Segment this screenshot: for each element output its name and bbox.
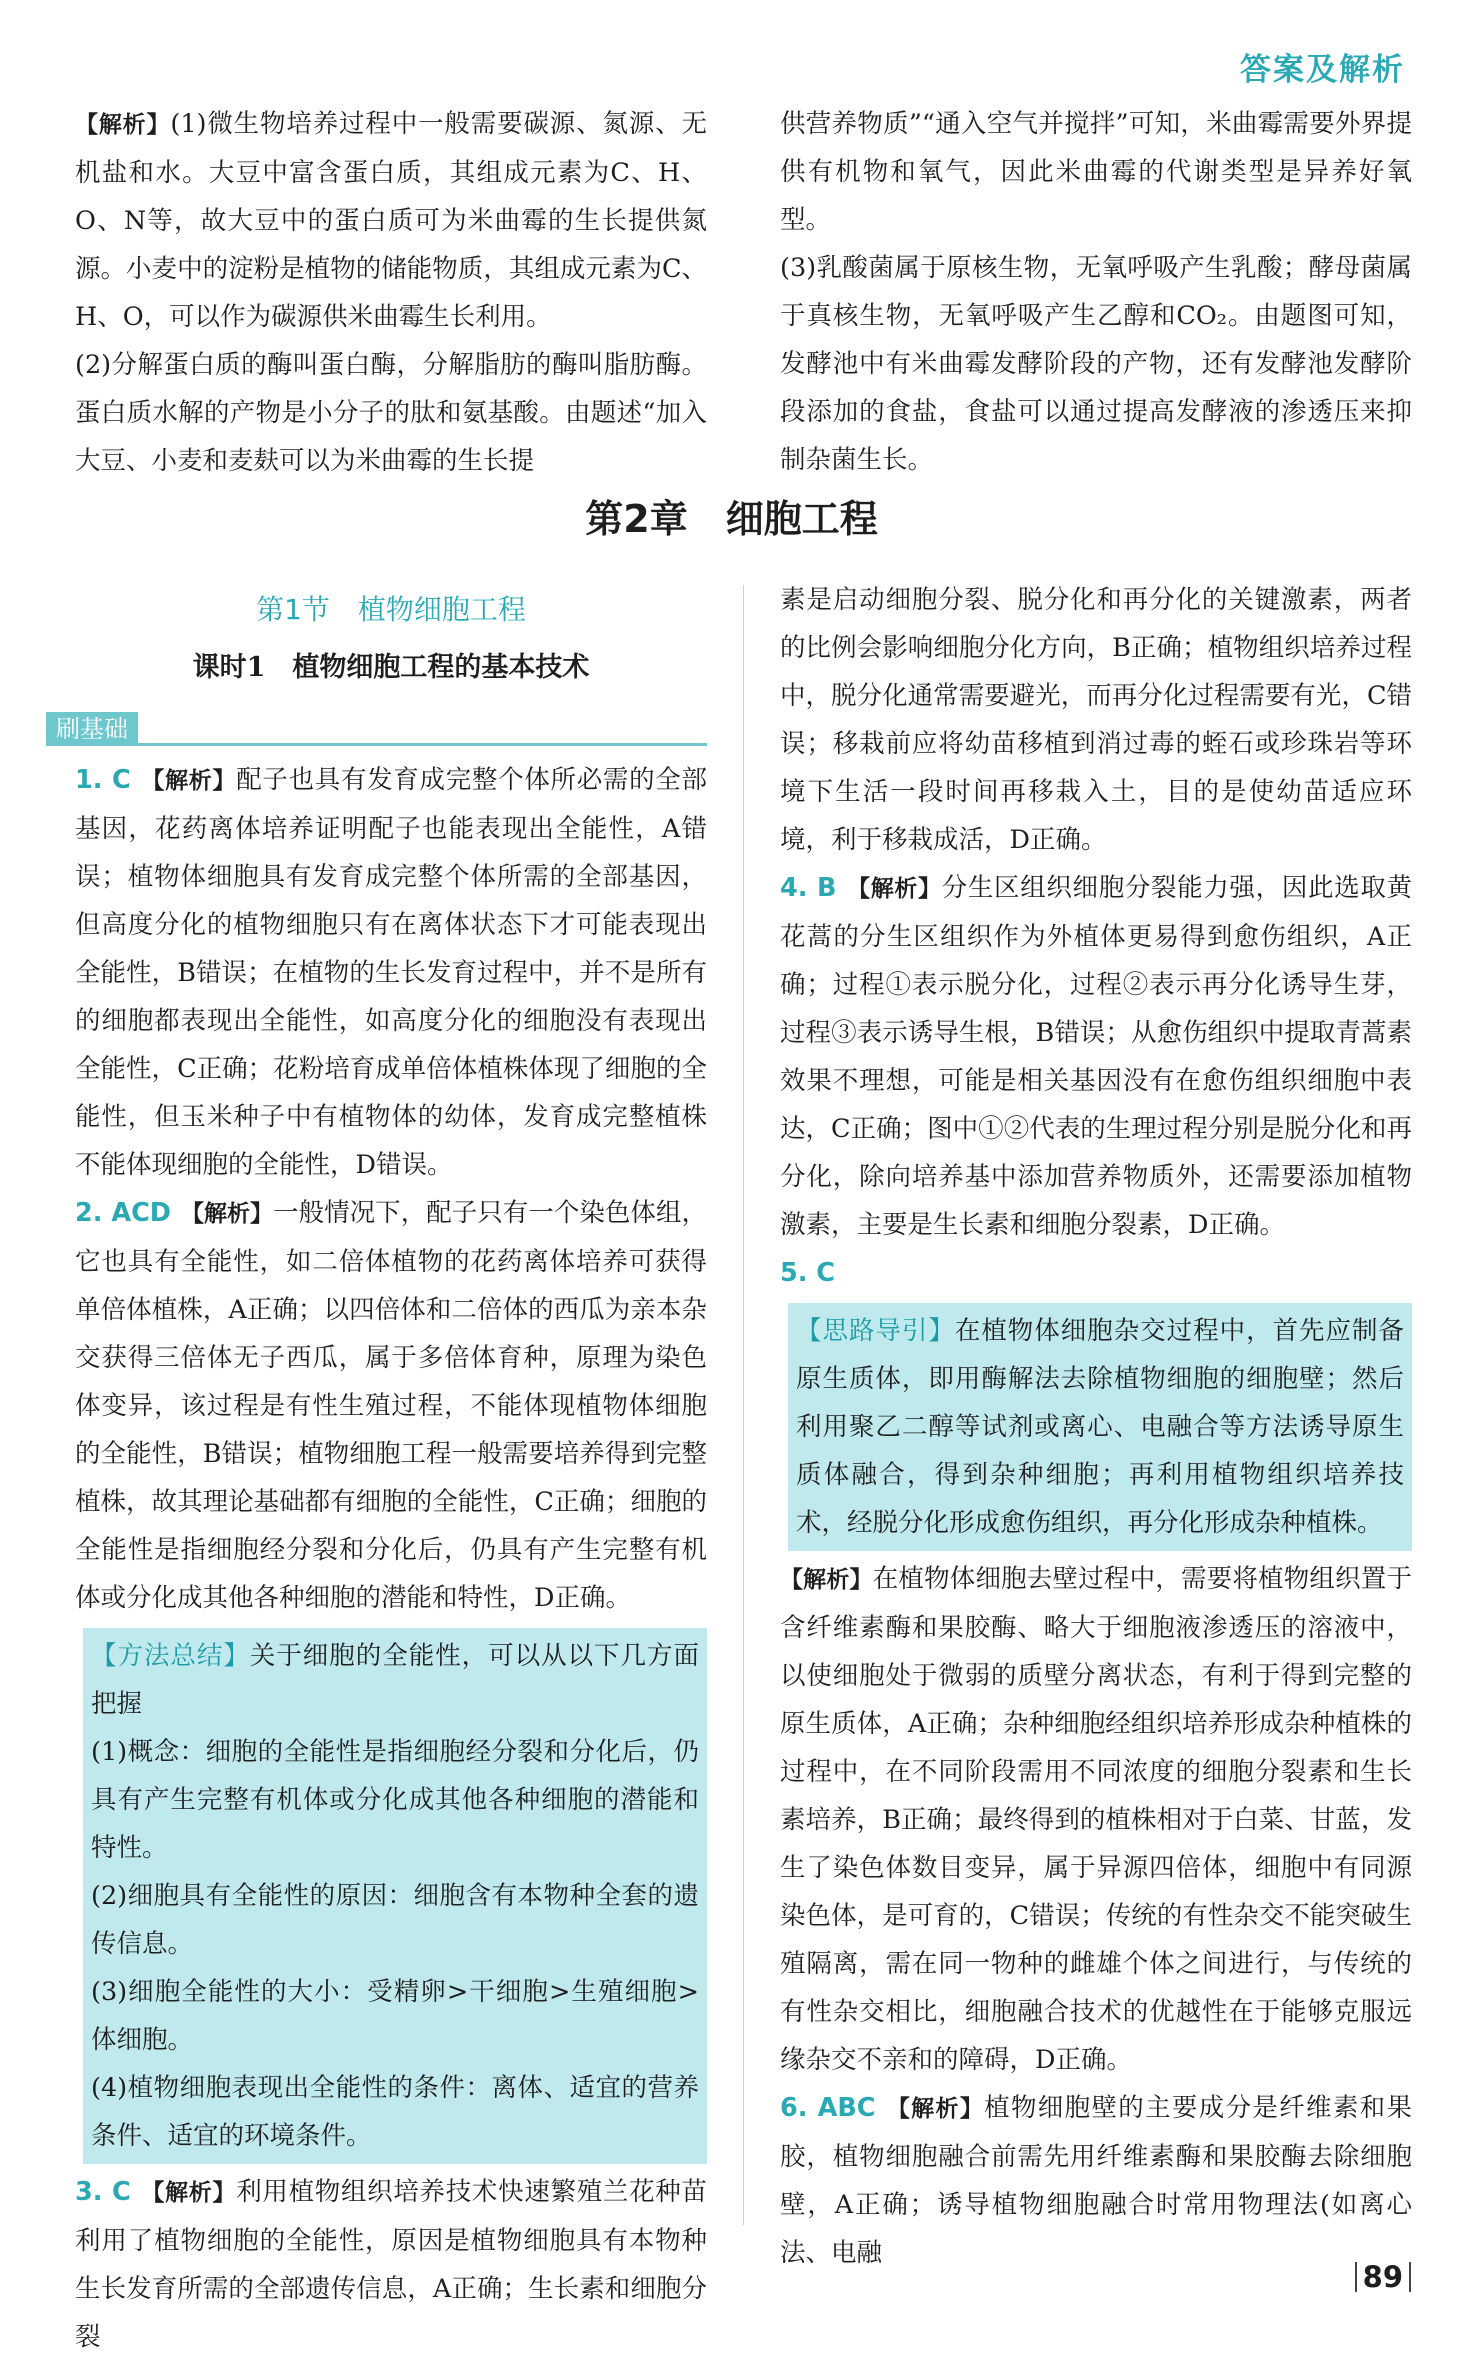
right-answers-column	[780, 576, 1412, 2277]
top-left-column	[75, 100, 707, 485]
paragraph: 【思路导引】在植物体细胞杂交过程中，首先应制备原生质体，即用酶解法去除植物细胞的细胞壁；然后利用聚乙二醇等试剂或离心、电融合等方法诱导原生质体融合，得到杂种细胞；再利用植物组织培养技术，经脱分化形成愈伤组织，再分化形成杂种植株。	[796, 1316, 1404, 1538]
answer-item: 6. ABC 【解析】植物细胞壁的主要成分是纤维素和果胶，植物细胞融合前需先用纤维素酶和果胶酶去除细胞壁，A正确；诱导植物细胞融合时常用物理法(如离心法、电融	[780, 2093, 1413, 2268]
paragraph: (3)乳酸菌属于原核生物，无氧呼吸产生乳酸；酵母菌属于真核生物，无氧呼吸产生乙醇和CO₂。由题图可知，发酵池中有米曲霉发酵阶段的产物，还有发酵池发酵阶段添加的食盐，食盐可以通过提高发酵液的渗透压来抑制杂菌生长。	[780, 253, 1412, 475]
answer-item: 2. ACD 【解析】一般情况下，配子只有一个染色体组，它也具有全能性，如二倍体植物的花药离体培养可获得单倍体植株，A正确；以四倍体和二倍体的西瓜为亲本杂交获得三倍体无子西瓜，属于多倍体育种，原理为染色体变异，该过程是有性生殖过程，不能体现植物体细胞的全能性，B错误；植物细胞工程一般需要培养得到完整植株，故其理论基础都有细胞的全能性，C正确；细胞的全能性是指细胞经分裂和分化后，仍具有产生完整有机体或分化成其他各种细胞的潜能和特性，D正确。	[75, 1198, 707, 1613]
list-item: (3)细胞全能性的大小：受精卵>干细胞>生殖细胞>体细胞。	[91, 1977, 699, 2055]
chapter-title: 第2章 细胞工程	[585, 497, 878, 541]
basic-practice-label: 刷基础	[46, 712, 138, 746]
list-item: (1)概念：细胞的全能性是指细胞经分裂和分化后，仍具有产生完整有机体或分化成其他各种细胞的潜能和特性。	[91, 1737, 699, 1863]
basic-practice-tab	[46, 712, 707, 746]
header-label: 答案及解析	[1240, 52, 1405, 88]
divider	[46, 743, 707, 746]
paragraph: (2)分解蛋白质的酶叫蛋白酶，分解脂肪的酶叫脂肪酶。蛋白质水解的产物是小分子的肽和氨基酸。由题述“加入大豆、小麦和麦麸可以为米曲霉的生长提	[75, 350, 707, 476]
thinking-guide-box	[788, 1303, 1412, 1551]
list-item: (2)细胞具有全能性的原因：细胞含有本物种全套的遗传信息。	[91, 1881, 699, 1959]
column-divider	[743, 585, 744, 2225]
lesson-title: 课时1 植物细胞工程的基本技术	[192, 652, 590, 683]
top-right-column	[780, 100, 1412, 484]
paragraph: 供营养物质”“通入空气并搅拌”可知，米曲霉需要外界提供有机物和氧气，因此米曲霉的代谢类型是异养好氧型。	[780, 109, 1412, 235]
answer-item: 3. C 【解析】利用植物组织培养技术快速繁殖兰花种苗利用了植物细胞的全能性，原因是植物细胞具有本物种生长发育所需的全部遗传信息，A正确；生长素和细胞分裂	[75, 2177, 707, 2352]
answer-item: 4. B 【解析】分生区组织细胞分裂能力强，因此选取黄花蒿的分生区组织作为外植体更易得到愈伤组织，A正确；过程①表示脱分化，过程②表示再分化诱导生芽，过程③表示诱导生根，B错误；从愈伤组织中提取青蒿素效果不理想，可能是相关基因没有在愈伤组织细胞中表达，C正确；图中①②代表的生理过程分别是脱分化和再分化，除向培养基中添加营养物质外，还需要添加植物激素，主要是生长素和细胞分裂素，D正确。	[780, 873, 1412, 1240]
paragraph: 【解析】(1)微生物培养过程中一般需要碳源、氮源、无机盐和水。大豆中富含蛋白质，其组成元素为C、H、O、N等，故大豆中的蛋白质可为米曲霉的生长提供氮源。小麦中的淀粉是植物的储能物质，其组成元素为C、H、O，可以作为碳源供米曲霉生长利用。	[75, 109, 708, 332]
left-answers-column	[75, 756, 707, 2361]
page-number: 89	[1355, 2262, 1411, 2292]
analysis-tag: 【解析】	[75, 112, 171, 138]
paragraph: 【方法总结】关于细胞的全能性，可以从以下几方面把握	[91, 1641, 699, 1719]
list-item: (4)植物细胞表现出全能性的条件：离体、适宜的营养条件、适宜的环境条件。	[91, 2073, 699, 2151]
answer-item: 1. C 【解析】配子也具有发育成完整个体所必需的全部基因，花药离体培养证明配子也能表现出全能性，A错误；植物体细胞具有发育成完整个体所需的全部基因，但高度分化的植物细胞只有在离体状态下才可能表现出全能性，B错误；在植物的生长发育过程中，并不是所有的细胞都表现出全能性，如高度分化的细胞没有表现出全能性，C正确；花粉培育成单倍体植株体现了细胞的全能性，但玉米种子中有植物体的幼体，发育成完整植株不能体现细胞的全能性，D错误。	[75, 765, 707, 1180]
method-summary-box	[83, 1628, 707, 2164]
paragraph: 素是启动细胞分裂、脱分化和再分化的关键激素，两者的比例会影响细胞分化方向，B正确；植物组织培养过程中，脱分化通常需要避光，而再分化过程需要有光，C错误；移栽前应将幼苗移植到消过毒的蛭石或珍珠岩等环境下生活一段时间再移栽入土，目的是使幼苗适应环境，利于移栽成活，D正确。	[780, 585, 1412, 855]
section-title: 第1节 植物细胞工程	[256, 593, 526, 626]
paragraph: 【解析】在植物体细胞去壁过程中，需要将植物组织置于含纤维素酶和果胶酶、略大于细胞液渗透压的溶液中，以使细胞处于微弱的质壁分离状态，有利于得到完整的原生质体，A正确；杂种细胞经组织培养形成杂种植株的过程中，在不同阶段需用不同浓度的细胞分裂素和生长素培养，B正确；最终得到的植株相对于白菜、甘蓝，发生了染色体数目变异，属于异源四倍体，细胞中有同源染色体，是可育的，C错误；传统的有性杂交不能突破生殖隔离，需在同一物种的雌雄个体之间进行，与传统的有性杂交相比，细胞融合技术的优越性在于能够克服远缘杂交不亲和的障碍，D正确。	[780, 1564, 1412, 2075]
answer-item: 5. C	[780, 1258, 836, 1288]
